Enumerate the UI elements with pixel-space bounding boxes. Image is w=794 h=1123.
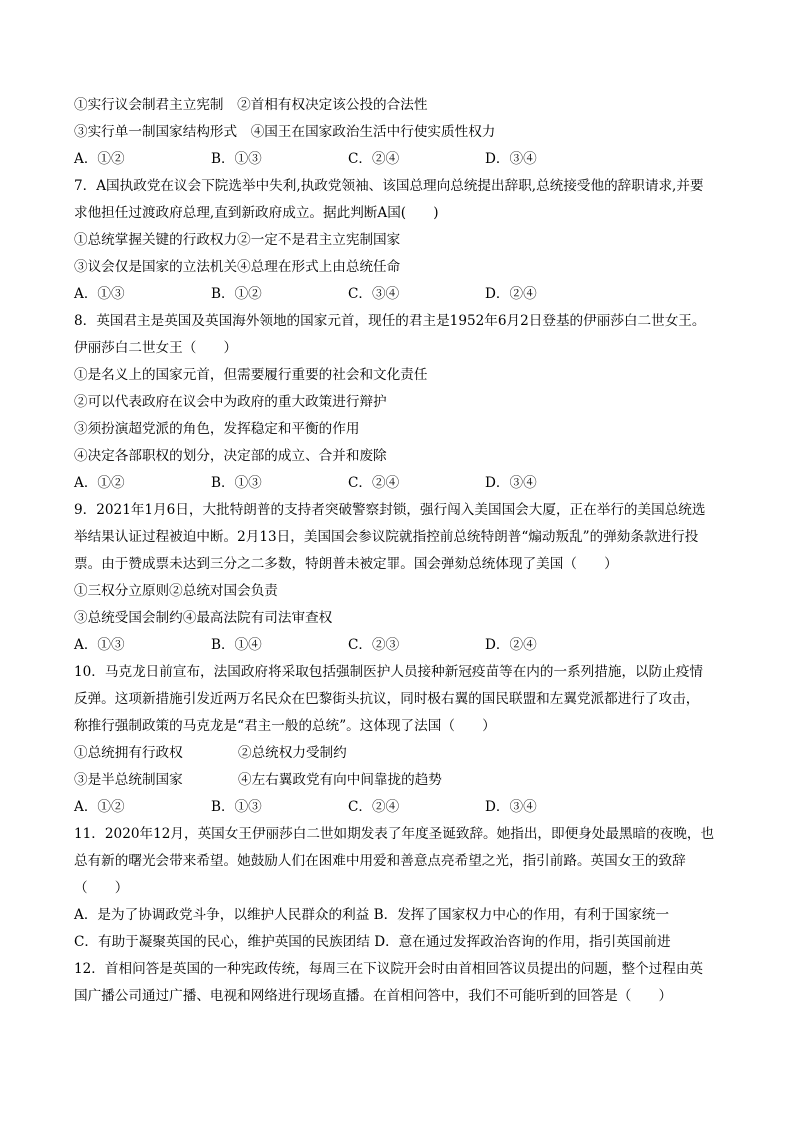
q9-option-c[interactable]: C．②③ <box>348 637 400 653</box>
q10-option-a[interactable]: A．①② <box>74 799 125 815</box>
q10-option-d[interactable]: D．③④ <box>485 799 537 815</box>
q11-stem: 11．2020年12月，英国女王伊丽莎白二世如期发表了年度圣诞致辞。她指出，即便身处最黑暗的夜晚，也 <box>74 826 715 842</box>
q6-statement: ③实行单一制国家结构形式 ④国王在国家政治生活中行使实质性权力 <box>74 124 496 140</box>
q7-options <box>74 281 754 308</box>
q9-stem: 举结果认证过程被迫中断。2月13日，美国国会参议院就指控前总统特朗普“煽动叛乱”的弹劾条款进行投 <box>74 529 699 545</box>
q8-statement: ②可以代表政府在议会中为政府的重大政策进行辩护 <box>74 394 387 410</box>
q8-stem: 伊丽莎白二世女王（ ） <box>74 340 238 356</box>
q12-stem: 国广播公司通过广播、电视和网络进行现场直播。在首相问答中，我们不可能听到的回答是（ ） <box>74 988 673 1004</box>
q8-statement: ③须扮演超党派的角色，发挥稳定和平衡的作用 <box>74 421 360 437</box>
q10-stem: 称推行强制政策的马克龙是“君主一般的总统”。这体现了法国（ ） <box>74 718 496 734</box>
q10-statement: ②总统权力受制约 <box>238 745 347 761</box>
q8-options <box>74 470 754 497</box>
q10-statement-row <box>74 767 754 794</box>
q7-stem: 求他担任过渡政府总理,直到新政府成立。据此判断A国( ) <box>74 205 439 221</box>
q10-options <box>74 794 754 821</box>
q6-option-b[interactable]: B．①③ <box>211 151 262 167</box>
q11-stem: （ ） <box>74 880 129 896</box>
q10-statement: ④左右翼政党有向中间靠拢的趋势 <box>238 772 442 788</box>
q7-option-b[interactable]: B．①② <box>211 286 262 302</box>
q12-stem: 12．首相问答是英国的一种宪政传统，每周三在下议院开会时由首相回答议员提出的问题，整个过程由英 <box>74 961 704 977</box>
q9-option-d[interactable]: D．②④ <box>485 637 537 653</box>
q7-option-c[interactable]: C．③④ <box>348 286 400 302</box>
q6-statement: ①实行议会制君主立宪制 ②首相有权决定该公投的合法性 <box>74 97 428 113</box>
q8-option-a[interactable]: A．①② <box>74 475 125 491</box>
q10-statement: ①总统拥有行政权 <box>74 745 183 761</box>
q9-statement: ①三权分立原则②总统对国会负责 <box>74 583 278 599</box>
q11-stem: 总有新的曙光会带来希望。她鼓励人们在困难中用爱和善意点亮希望之光，指引前路。英国女王的致辞 <box>74 853 686 869</box>
q9-option-a[interactable]: A．①③ <box>74 637 125 653</box>
q6-option-d[interactable]: D．③④ <box>485 151 537 167</box>
q9-options <box>74 632 754 659</box>
q6-option-a[interactable]: A．①② <box>74 151 125 167</box>
q7-stem: 7．A国执政党在议会下院选举中失利,执政党领袖、该国总理向总统提出辞职,总统接受他的辞职请求,并要 <box>74 178 704 194</box>
q8-statement: ①是名义上的国家元首，但需要履行重要的社会和文化责任 <box>74 367 428 383</box>
q7-option-a[interactable]: A．①③ <box>74 286 125 302</box>
q10-option-c[interactable]: C．②④ <box>348 799 400 815</box>
page-content <box>74 92 754 1010</box>
q10-statement: ③是半总统制国家 <box>74 772 183 788</box>
q7-option-d[interactable]: D．②④ <box>485 286 537 302</box>
q10-stem: 反弹。这项新措施引发近两万名民众在巴黎街头抗议，同时极右翼的国民联盟和左翼党派都进行了攻击， <box>74 691 700 707</box>
q10-option-b[interactable]: B．①③ <box>211 799 262 815</box>
q7-statement: ①总统掌握关键的行政权力②一定不是君主立宪制国家 <box>74 232 401 248</box>
q6-options <box>74 146 754 173</box>
q6-option-c[interactable]: C．②④ <box>348 151 400 167</box>
q10-stem: 10．马克龙日前宣布，法国政府将采取包括强制医护人员接种新冠疫苗等在内的一系列措施，以防止疫情 <box>74 664 704 680</box>
q8-stem: 8．英国君主是英国及英国海外领地的国家元首，现任的君主是1952年6月2日登基的伊丽莎白二世女王。 <box>74 313 706 329</box>
q8-statement: ④决定各部职权的划分，决定部的成立、合并和废除 <box>74 448 387 464</box>
q9-stem: 票。由于赞成票未达到三分之二多数，特朗普未被定罪。国会弹劾总统体现了美国（ ） <box>74 556 618 572</box>
q8-option-d[interactable]: D．③④ <box>485 475 537 491</box>
q9-option-b[interactable]: B．①④ <box>211 637 262 653</box>
q11-option-ab[interactable]: A．是为了协调政党斗争，以维护人民群众的利益 B．发挥了国家权力中心的作用，有利于国家统一 <box>74 907 670 923</box>
q7-statement: ③议会仅是国家的立法机关④总理在形式上由总统任命 <box>74 259 401 275</box>
q11-option-cd[interactable]: C．有助于凝聚英国的民心，维护英国的民族团结 D．意在通过发挥政治咨询的作用，指引英国前进 <box>74 934 671 950</box>
q9-stem: 9．2021年1月6日，大批特朗普的支持者突破警察封锁，强行闯入美国国会大厦，正在举行的美国总统选 <box>74 502 706 518</box>
q9-statement: ③总统受国会制约④最高法院有司法审查权 <box>74 610 333 626</box>
q10-statement-row <box>74 740 754 767</box>
q8-option-c[interactable]: C．②④ <box>348 475 400 491</box>
q8-option-b[interactable]: B．①③ <box>211 475 262 491</box>
